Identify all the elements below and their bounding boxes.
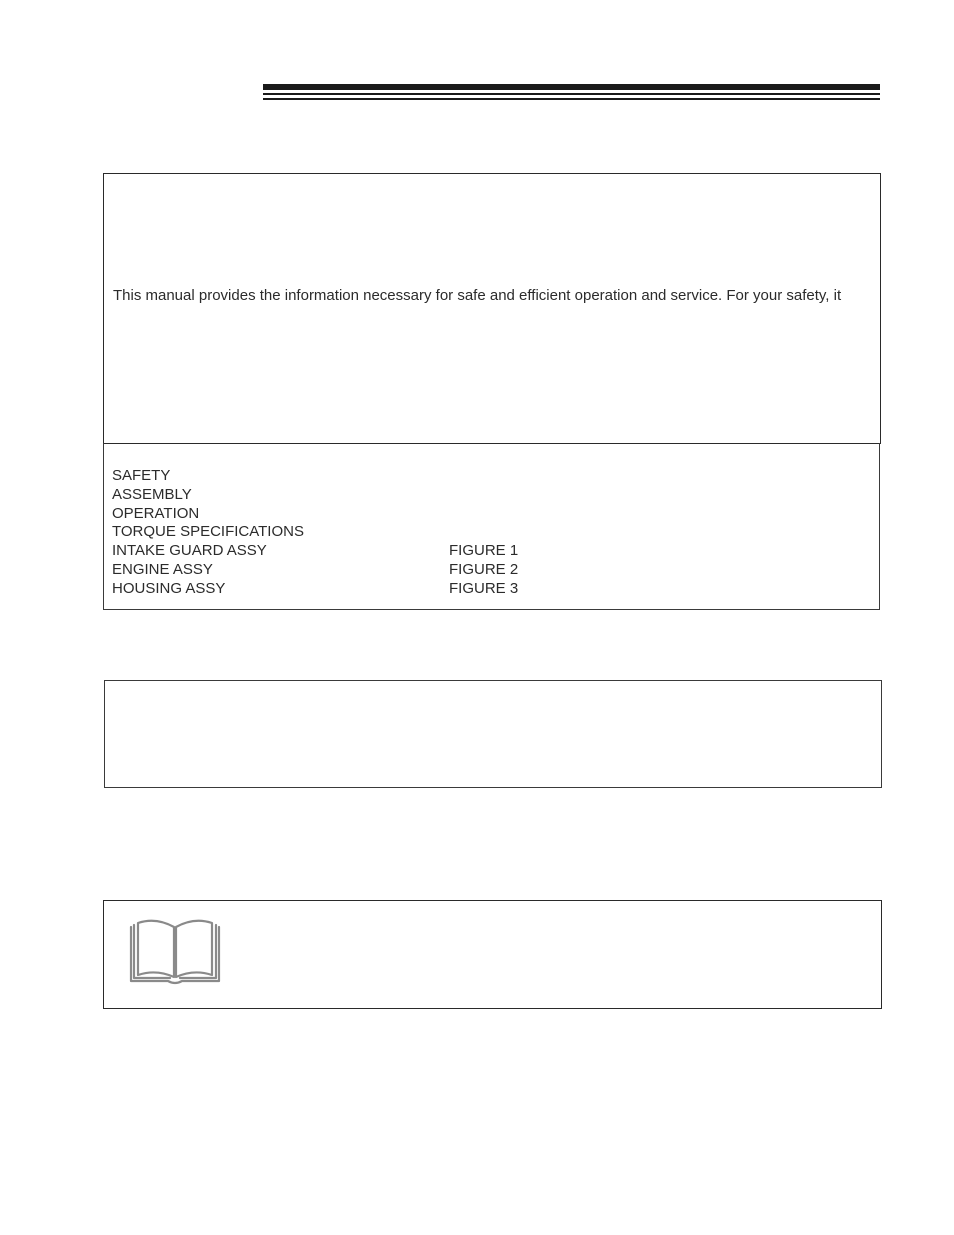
toc-item-label: TORQUE SPECIFICATIONS (112, 523, 304, 541)
intro-text: This manual provides the information necessary for safe and efficient operation and service. For your safety, it (113, 287, 842, 304)
header-rule-thin (263, 98, 880, 100)
toc-item-label: HOUSING ASSY (112, 579, 226, 597)
toc-item (112, 505, 712, 524)
toc-item (112, 486, 712, 505)
toc-item-figure: FIGURE 2 (449, 560, 519, 578)
toc-item (112, 542, 712, 561)
toc-item-label: SAFETY (112, 467, 171, 484)
read-manual-box (103, 900, 882, 1009)
toc-item (112, 561, 712, 580)
header-rule-thick (263, 84, 880, 90)
header-rule (263, 84, 880, 102)
notice-box (104, 680, 882, 788)
header-rule-thin (263, 93, 880, 95)
toc-item (112, 467, 712, 486)
toc-item (112, 523, 712, 542)
toc-item-label: OPERATION (112, 504, 200, 522)
toc-item-label: ASSEMBLY (112, 485, 192, 503)
toc-item (112, 580, 712, 599)
toc-item-label: ENGINE ASSY (112, 560, 213, 578)
toc-item-label: INTAKE GUARD ASSY (112, 542, 267, 560)
intro-box (103, 173, 881, 444)
toc-list (112, 467, 712, 599)
toc-item-figure: FIGURE 1 (449, 542, 519, 560)
toc-item-figure: FIGURE 3 (449, 579, 519, 597)
table-of-contents (103, 443, 880, 610)
book-icon (128, 915, 222, 987)
